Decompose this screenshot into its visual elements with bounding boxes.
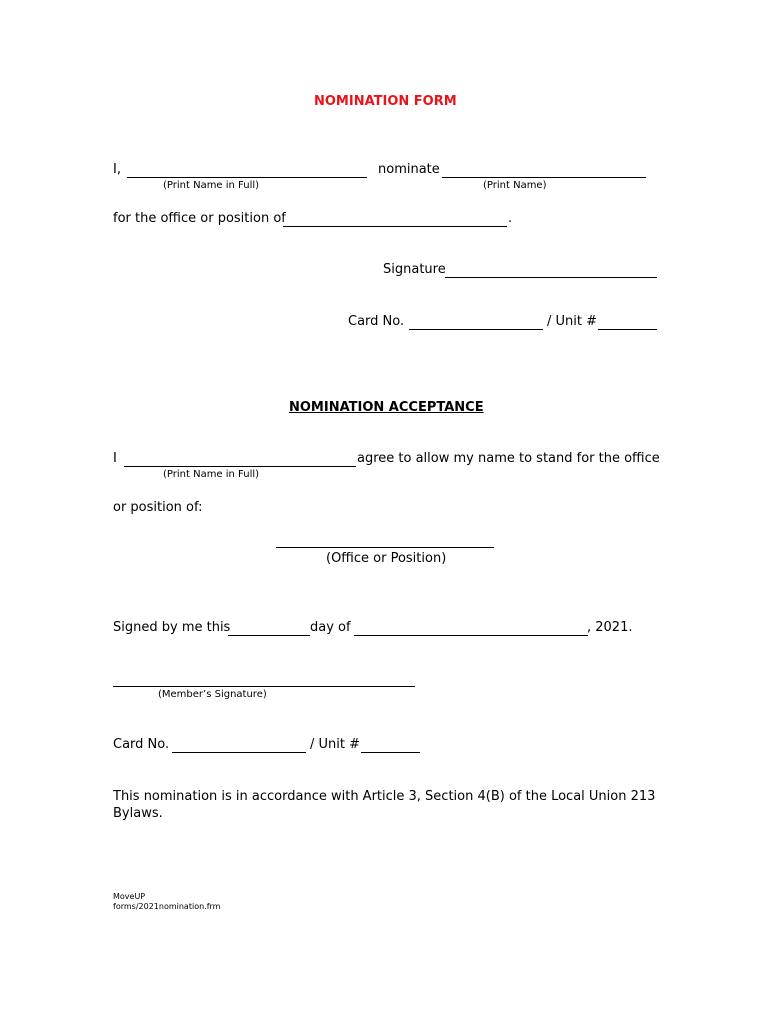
signed-month-field[interactable] bbox=[354, 621, 588, 635]
caption-office-position: (Office or Position) bbox=[326, 551, 447, 566]
office-position-field[interactable] bbox=[283, 212, 507, 226]
office-prefix: for the office or position of bbox=[113, 211, 286, 226]
signed-year: , 2021. bbox=[587, 620, 633, 635]
accepted-office-field[interactable] bbox=[276, 533, 494, 547]
unit-label: / Unit # bbox=[547, 314, 598, 329]
caption-acceptor-name: (Print Name in Full) bbox=[163, 469, 260, 480]
footer-org: MoveUP bbox=[113, 892, 146, 901]
caption-nominator-name: (Print Name in Full) bbox=[163, 180, 260, 191]
office-position-line bbox=[283, 226, 507, 227]
member-signature-line bbox=[113, 686, 415, 687]
nominator-unit-field[interactable] bbox=[598, 315, 657, 329]
nominator-signature-field[interactable] bbox=[445, 263, 657, 277]
acceptor-prefix: I bbox=[113, 451, 117, 466]
acceptance-card-no-label: Card No. bbox=[113, 737, 170, 752]
signed-month-line bbox=[354, 635, 588, 636]
signed-day-label: day of bbox=[310, 620, 351, 635]
acceptance-unit-label: / Unit # bbox=[310, 737, 361, 752]
nominator-unit-line bbox=[598, 329, 657, 330]
nominator-name-line bbox=[127, 177, 367, 178]
nomination-acceptance-title: NOMINATION ACCEPTANCE bbox=[289, 400, 484, 415]
accepted-office-line bbox=[276, 547, 494, 548]
caption-member-signature: (Member’s Signature) bbox=[158, 689, 267, 700]
signed-day-line bbox=[228, 635, 310, 636]
acceptor-card-no-line bbox=[172, 752, 306, 753]
nominator-name-field[interactable] bbox=[127, 163, 367, 177]
acceptor-name-field[interactable] bbox=[124, 452, 356, 466]
nomination-form-title: NOMINATION FORM bbox=[314, 94, 457, 109]
nominator-card-no-field[interactable] bbox=[409, 315, 543, 329]
position-label: or position of: bbox=[113, 500, 203, 515]
acceptor-unit-line bbox=[361, 752, 420, 753]
nominee-name-line bbox=[442, 177, 646, 178]
acceptor-card-no-field[interactable] bbox=[172, 738, 306, 752]
bylaws-note-line2: Bylaws. bbox=[113, 806, 163, 821]
signed-prefix: Signed by me this bbox=[113, 620, 231, 635]
nominee-name-field[interactable] bbox=[442, 163, 646, 177]
signed-day-field[interactable] bbox=[228, 621, 310, 635]
card-no-label: Card No. bbox=[348, 314, 405, 329]
acceptance-statement: agree to allow my name to stand for the office bbox=[357, 451, 660, 466]
office-suffix: . bbox=[508, 211, 513, 226]
acceptor-unit-field[interactable] bbox=[361, 738, 420, 752]
acceptor-name-line bbox=[124, 466, 356, 467]
bylaws-note-line1: This nomination is in accordance with Article 3, Section 4(B) of the Local Union 213 bbox=[113, 789, 656, 804]
nominate-label: nominate bbox=[378, 162, 440, 177]
nominator-card-no-line bbox=[409, 329, 543, 330]
caption-nominee-name: (Print Name) bbox=[483, 180, 547, 191]
footer-file-path: forms/2021nomination.frm bbox=[113, 902, 221, 911]
nominator-signature-line bbox=[445, 277, 657, 278]
member-signature-field[interactable] bbox=[113, 672, 415, 686]
signature-label: Signature bbox=[383, 262, 446, 277]
nominator-prefix: I, bbox=[113, 162, 121, 177]
